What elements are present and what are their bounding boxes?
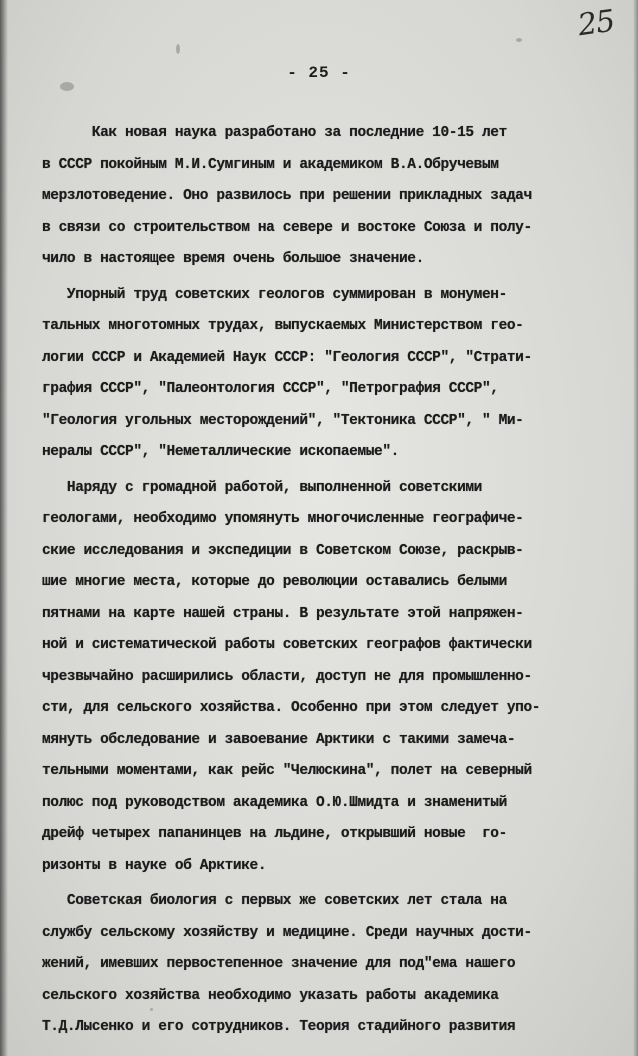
text-line: службу сельскому хозяйству и медицине. Среди научных дости- (42, 924, 532, 941)
text-line: нералы СССР", "Неметаллические ископаемые". (42, 444, 399, 460)
text-line: графия СССР", "Палеонтология СССР", "Петрография СССР", (42, 381, 499, 397)
text-line: сти, для сельского хозяйства. Особенно при этом следует упо- (42, 700, 541, 716)
page-number: - 25 - (287, 64, 351, 82)
scan-edge-right (633, 0, 638, 1056)
text-line: Советская биология с первых же советских лет стала на (42, 893, 507, 909)
body-text (42, 118, 612, 1044)
text-line: тельными моментами, как рейс "Челюскина", полет на северный (42, 763, 532, 779)
text-line: полюс под руководством академика О.Ю.Шмидта и знаменитый (42, 794, 507, 811)
text-line: Как новая наука разработано за последние 10-15 лет (42, 125, 507, 141)
text-line: Наряду с громадной работой, выполненной советскими (42, 479, 482, 496)
handwritten-archive-number: 25 (575, 3, 617, 44)
paragraph-1 (42, 118, 612, 276)
text-line: Т.Д.Лысенко и его сотрудников. Теория стадийного развития (42, 1019, 516, 1035)
text-line: в связи со строительством на севере и востоке Союза и полу- (42, 219, 532, 236)
text-line: ризонты в науке об Арктике. (42, 857, 267, 874)
text-line: сельского хозяйства необходимо указать работы академика (42, 987, 499, 1004)
text-line: пятнами на карте нашей страны. В результате этой напряжен- (42, 605, 524, 622)
text-line: в СССР покойным М.И.Сумгиным и академиком В.А.Обручевым (42, 156, 499, 173)
paragraph-3 (42, 473, 612, 883)
text-line: чрезвычайно расширились области, доступ не для промышленно- (42, 668, 532, 685)
text-line: "Геология угольных месторождений", "Тектоника СССР", " Ми- (42, 412, 524, 429)
text-line: мерзлотоведение. Оно развилось при решении прикладных задач (42, 188, 532, 204)
text-line: чило в настоящее время очень большое значение. (42, 251, 424, 267)
text-line: ские исследования и экспедиции в Советском Союзе, раскрыв- (42, 542, 524, 559)
text-line: шие многие места, которые до революции оставались белыми (42, 574, 507, 590)
scan-speck (176, 44, 180, 54)
text-line: тальных многотомных трудах, выпускаемых Министерством гео- (42, 318, 524, 334)
scan-speck (60, 82, 74, 91)
text-line: геологами, необходимо упомянуть многочисленные географиче- (42, 511, 524, 527)
text-line: дрейф четырех папанинцев на льдине, открывший новые го- (42, 826, 507, 842)
text-line: Упорный труд советских геологов суммирован в монумен- (42, 286, 507, 303)
text-line: логии СССР и Академией Наук СССР: "Геология СССР", "Страти- (42, 349, 532, 366)
text-line: ной и систематической работы советских географов фактически (42, 637, 532, 653)
scan-speck (516, 38, 522, 42)
paragraph-2 (42, 280, 612, 469)
text-line: мянуть обследование и завоевание Арктики с такими замеча- (42, 731, 516, 748)
paragraph-4 (42, 886, 612, 1044)
scan-edge-left (0, 0, 8, 1056)
text-line: жений, имевших первостепенное значение для под"ема нашего (42, 956, 516, 972)
